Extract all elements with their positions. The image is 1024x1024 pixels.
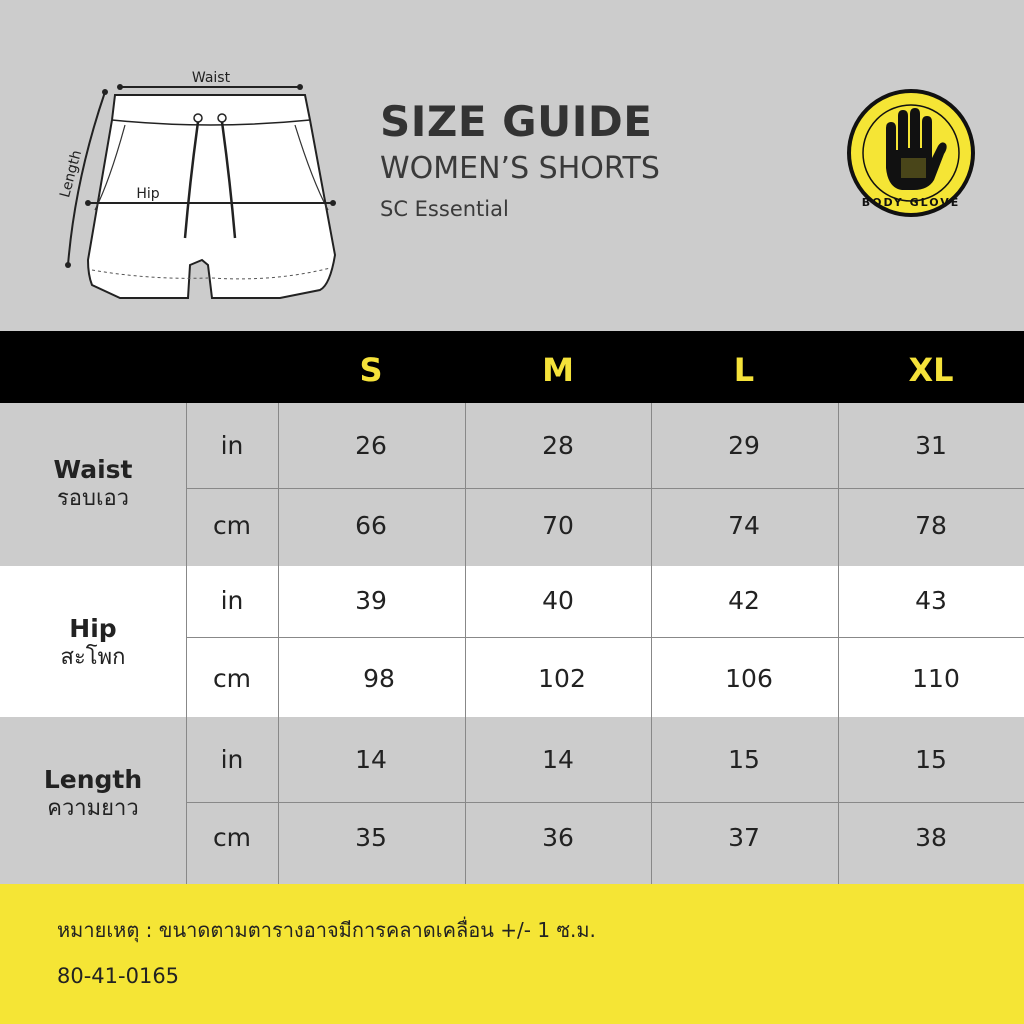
cell-value: 78 <box>915 511 947 540</box>
cell-value: 39 <box>355 586 387 615</box>
group-label-en: Length <box>43 765 143 794</box>
size-label-xl: XL <box>908 351 954 389</box>
group-label <box>0 614 186 672</box>
unit-cm: cm <box>212 664 252 693</box>
footer <box>0 884 1024 1024</box>
cell-value: 110 <box>912 664 960 693</box>
cell-value: 35 <box>355 823 387 852</box>
page-title: SIZE GUIDE <box>380 97 653 146</box>
title-block <box>380 98 660 226</box>
size-label-s: S <box>359 351 383 389</box>
cell-value: 66 <box>355 511 387 540</box>
unit-in: in <box>220 431 244 460</box>
cell-value: 36 <box>542 823 574 852</box>
cell-value: 40 <box>542 586 574 615</box>
diagram-hip-label: Hip <box>136 186 160 202</box>
diagram-waist-label: Waist <box>191 70 231 86</box>
shorts-diagram <box>50 60 350 310</box>
cell-value: 15 <box>915 745 947 774</box>
cell-value: 29 <box>728 431 760 460</box>
cell-value: 102 <box>538 664 586 693</box>
unit-in: in <box>220 586 244 615</box>
table-group-hip <box>0 566 1024 717</box>
group-label-th: สะโพก <box>60 645 126 670</box>
unit-cm: cm <box>212 511 252 540</box>
unit-in: in <box>220 745 244 774</box>
cell-value: 106 <box>725 664 773 693</box>
cell-value: 38 <box>915 823 947 852</box>
size-label-m: M <box>542 351 574 389</box>
cell-value: 26 <box>355 431 387 460</box>
cell-value: 74 <box>728 511 760 540</box>
header <box>0 0 1024 331</box>
cell-value: 14 <box>355 745 387 774</box>
cell-value: 98 <box>363 664 395 693</box>
logo-text: BODY GLOVE <box>861 196 961 209</box>
cell-value: 14 <box>542 745 574 774</box>
cell-value: 31 <box>915 431 947 460</box>
body-glove-logo <box>846 88 976 218</box>
cell-value: 15 <box>728 745 760 774</box>
diagram-length-label: Length <box>57 148 86 200</box>
cell-value: 70 <box>542 511 574 540</box>
cell-value: 42 <box>728 586 760 615</box>
page-subtitle: WOMEN’S SHORTS <box>380 151 660 186</box>
table-group-length <box>0 717 1024 884</box>
group-label-en: Waist <box>53 455 133 484</box>
cell-value: 37 <box>728 823 760 852</box>
group-label-en: Hip <box>69 614 117 643</box>
group-label <box>0 765 186 823</box>
size-header-row <box>0 331 1024 403</box>
unit-cm: cm <box>212 823 252 852</box>
product-code: 80-41-0165 <box>57 964 180 988</box>
table-group-waist <box>0 403 1024 566</box>
size-label-l: L <box>733 351 755 389</box>
group-label-th: ความยาว <box>47 796 139 821</box>
cell-value: 43 <box>915 586 947 615</box>
group-label <box>0 455 186 513</box>
cell-value: 28 <box>542 431 574 460</box>
footer-note: หมายเหตุ : ขนาดตามตารางอาจมีการคลาดเคลื่อน +/- 1 ซ.ม. <box>57 918 596 942</box>
product-name: SC Essential <box>380 197 509 221</box>
group-label-th: รอบเอว <box>56 486 130 511</box>
